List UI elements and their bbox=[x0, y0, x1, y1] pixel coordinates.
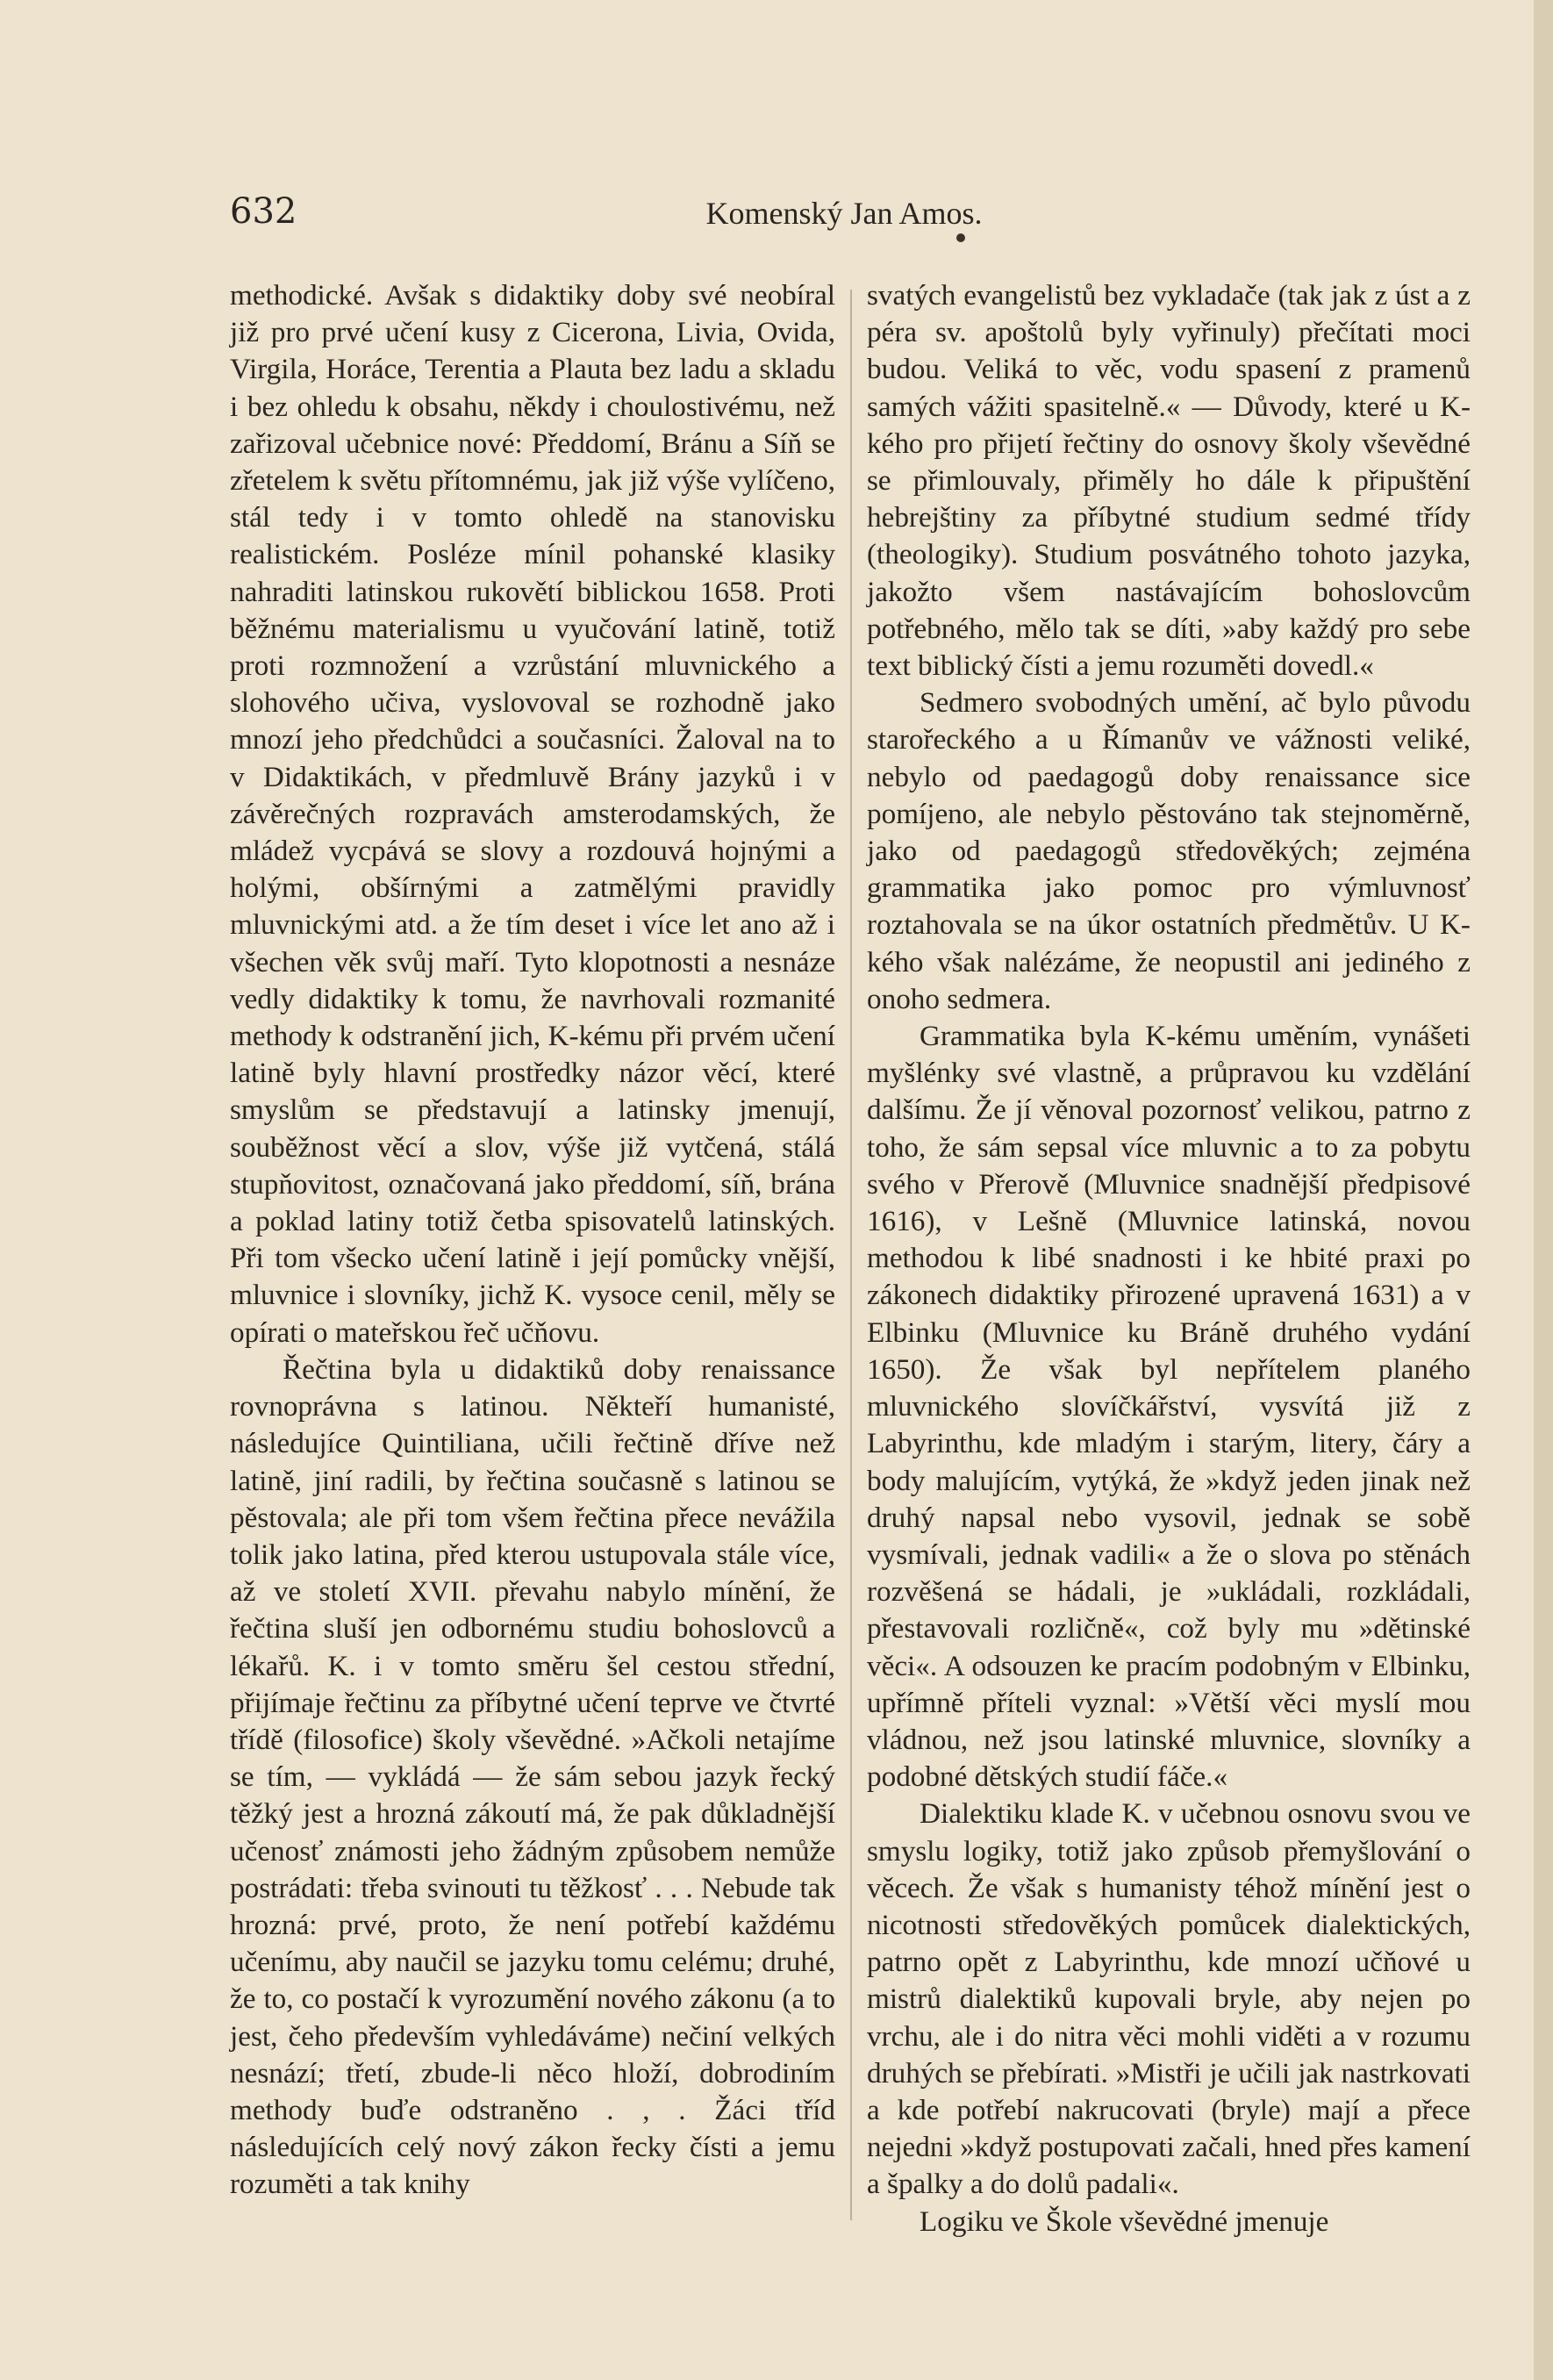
left-text-column bbox=[230, 277, 835, 2204]
page-header bbox=[230, 191, 1458, 240]
paragraph-logic: Logiku ve Škole vševědné jmenuje bbox=[920, 2204, 1329, 2238]
paragraph-methods: methodické. Avšak s didaktiky doby své neobíral již pro prvé učení kusy z Cicerona, Livia, Ovida, Virgila, Horáce, Terentia a Plauta bez ladu a skladu i bez ohledu k obsahu, někdy i choulostivému, než zařizoval učebnice nové: Předdomí, Bránu a Síň se zřetelem k světu přítomnému, jak již výše vylíčeno, stál tedy i v tomto ohledě na stanovisku realistickém. Posléze mínil pohanské klasiky nahraditi latinskou rukovětí biblickou 1658. Proti běžnému materialismu u vyučování latině, totiž proti rozmnožení a vzrůstání mluvnického a slohového učiva, vyslovoval se rozhodně jako mnozí jeho předchůdci a současníci. Žaloval na to v Didaktikách, v předmluvě Brány jazyků i v závěrečných rozpravách amsterodamských, že mládež vycpává se slovy a rozdouvá hojnými a holými, obšírnými a zatmělými pravidly mluvnickými atd. a že tím deset i více let ano až i všechen věk svůj maří. Tyto klopotnosti a nesnáze vedly didaktiky k tomu, že navrhovali rozmanité methody k odstranění jich, K-kému při prvém učení latině byly hlavní prostředky názor věcí, které smyslům se představují a latinsky jmenují, souběžnost věcí a slov, výše již vytčená, stálá stupňovitost, označovaná jako předdomí, síň, brána a poklad latiny totiž četba spisovatelů latinských. Při tom všecko učení latině i její pomůcky vnější, mluvnice i slovníky, jichž K. vysoce cenil, měly se opírati o mateřskou řeč učňovu. bbox=[230, 279, 835, 1349]
page-edge bbox=[1534, 0, 1553, 2380]
paragraph-hebrew: svatých evangelistů bez vykladače (tak jak z úst a z péra sv. apoštolů byly vyřinuly) přečítati moci budou. Veliká to věc, vodu spasení z pramenů samých vážiti spasitelně.« — Důvody, které u K-kého pro přijetí řečtiny do osnovy školy vševědné se přimlouvaly, přiměly ho dále k připuštění hebrejštiny za příbytné studium sedmé třídy (theologiky). Studium posvátného tohoto jazyka, jakožto všem nastávajícím bohoslovcům potřebného, mělo tak se díti, »aby každý pro sebe text biblický čísti a jemu rozuměti dovedl.« bbox=[867, 279, 1471, 683]
header-ornament-dot bbox=[956, 233, 965, 242]
paragraph-greek: Řečtina byla u didaktiků doby renaissance rovnoprávna s latinou. Někteří humanisté, následujíce Quintiliana, učili řečtině dříve než latině, jiní radili, by řečtina současně s latinou se pěstovala; ale při tom všem řečtina přece nevážila tolik jako latina, před kterou ustupovala stále více, až ve století XVII. převahu nabylo mínění, že řečtina sluší jen odbornému studiu bohoslovců a lékařů. K. i v tomto směru šel cestou střední, přijímaje řečtinu za příbytné učení teprve ve čtvrté třídě (filosofice) školy vševědné. »Ačkoli netajíme se tím, — vykládá — že sám sebou jazyk řecký těžký jest a hrozná zákoutí má, že pak důkladnější učenosť známosti jeho žádným způsobem nemůže postrádati: třeba svinouti tu těžkosť . . . Nebude tak hrozná: prvé, proto, že není potřebí každému učenímu, aby naučil se jazyku tomu celému; druhé, že to, co postačí k vyrozumění nového zákonu (a to jest, čeho především vyhledáváme) nečiní velkých nesnází; třetí, zbude-li něco hloží, dobrodiním methody buďe odstraněno . , . Žáci tříd následujících celý nový zákon řecky čísti a jemu rozuměti a tak knihy bbox=[230, 1352, 835, 2201]
column-divider bbox=[850, 290, 852, 2220]
page-number: 632 bbox=[230, 191, 297, 232]
running-title: Komenský Jan Amos. bbox=[705, 196, 983, 231]
paragraph-seven-arts: Sedmero svobodných umění, ač bylo původu starořeckého a u Římanův ve vážnosti veliké, nebylo od paedagogů doby renaissance sice pomíjeno, ale nebylo pěstováno tak stejnoměrně, jako od paedagogů středověkých; zejména grammatika jako pomoc pro výmluvnosť roztahovala se na úkor ostatních předmětův. U K-kého však nalézáme, že neopustil ani jediného z onoho sedmera. bbox=[867, 686, 1471, 1015]
paragraph-grammar: Grammatika byla K-kému uměním, vynášeti myšlénky své vlastně, a průpravou ku vzdělání dalšímu. Že jí věnoval pozornosť velikou, patrno z toho, že sám sepsal více mluvnic a to za pobytu svého v Přerově (Mluvnice snadnější předpisové 1616), v Lešně (Mluvnice latinská, novou methodou k libé snadnosti i ke hbité praxi po zákonech didaktiky přirozené upravená 1631) a v Elbinku (Mluvnice ku Bráně druhého vydání 1650). Že však byl nepřítelem planého mluvnického slovíčkářství, vysvítá již z Labyrinthu, kde mladým i starým, litery, čáry a body malujícím, vytýká, že »když jeden jinak než druhý napsal nebo vysovil, jednak se sobě vysmívali, jednak vadili« a že o slova po stěnách rozvěšená se hádali, je »ukládali, rozkládali, přestavovali rozličně«, což byly mu »dětinské věci«. A odsouzen ke pracím podobným v Elbinku, upřímně příteli vyznal: »Větší věci myslí mou vládnou, než jsou latinské mluvnice, slovníky a podobné dětských studií fáče.« bbox=[867, 1020, 1471, 1794]
right-text-column bbox=[867, 277, 1471, 2240]
paragraph-dialectic: Dialektiku klade K. v učebnou osnovu svou ve smyslu logiky, totiž jako způsob přemyšlování o věcech. Že však s humanisty téhož mínění jest o nicotnosti středověkých pomůcek dialektických, patrno opět z Labyrinthu, kde mnozí učňové u mistrů dialektiků kupovali bryle, aby nejen po vrchu, ale i do nitra věci mohli viděti a v rozumu druhých se přebírati. »Mistři je učili jak nastrkovati a kde potřebí nakrucovati (bryle) mají a přece nejedni »když postupovati začali, hned přes kamení a špalky a do dolů padali«. bbox=[867, 1797, 1471, 2201]
